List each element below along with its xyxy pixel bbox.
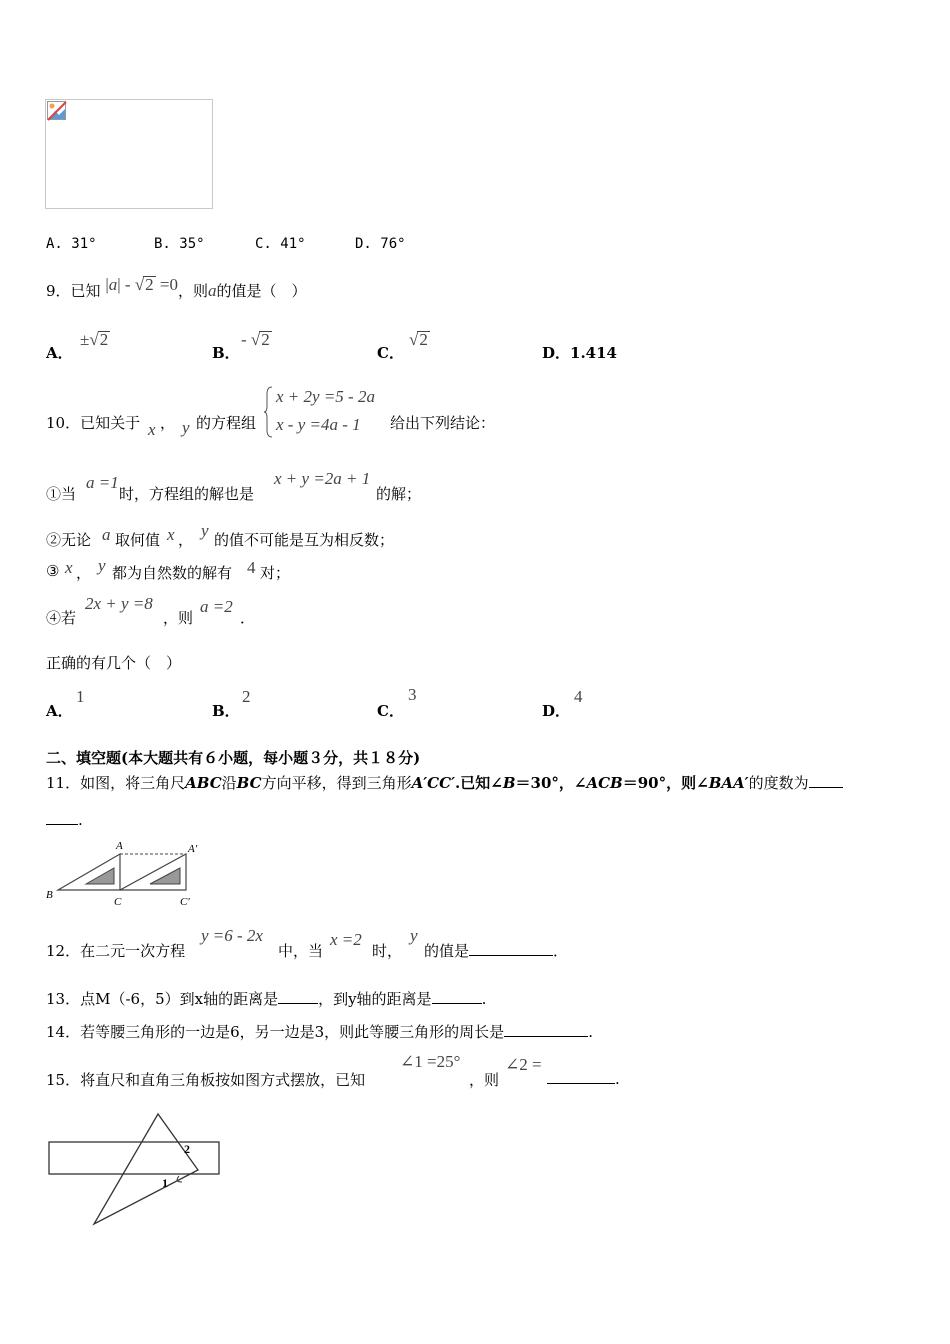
q12-pre <box>46 940 185 961</box>
q9-number: 9． <box>46 282 71 300</box>
q11-baa: BAA′ <box>708 774 749 792</box>
q10-s3-mid: 都为自然数的解有 <box>112 564 233 582</box>
q11-t2: 沿 <box>221 774 237 792</box>
q9-b-two: 2 <box>261 330 270 349</box>
q11-t3: 方向平移，得到三角形 <box>261 774 412 792</box>
q9-minus: - <box>124 275 131 294</box>
q11-blank[interactable] <box>809 773 843 788</box>
q15-cond: ∠1 =25° <box>400 1052 461 1071</box>
q11-t7: 的度数为 <box>748 774 809 792</box>
q10-label-c: C． <box>377 702 404 720</box>
q10-s4-eq: 2x + y =8 <box>85 594 153 613</box>
q9-label-d <box>542 342 617 363</box>
q9-label-c: C． <box>377 344 404 362</box>
q14-text: 若等腰三角形的一边是6，另一边是3，则此等腰三角形的周长是 <box>80 1023 505 1041</box>
q9-d-label: D． <box>542 344 571 362</box>
q10-s3-post: 对； <box>260 564 291 582</box>
q10-s3-pre: ③ <box>46 562 60 580</box>
q11-stem <box>46 772 843 793</box>
q10-s3-comma: ， <box>76 564 92 582</box>
q10-s3-y: y <box>98 556 106 575</box>
q10-s1-pre: ①当 <box>46 485 77 503</box>
q9-var: a <box>208 281 217 300</box>
q11-t4: .已知∠ <box>455 774 503 792</box>
q14-end: . <box>588 1023 593 1041</box>
q10-label-b: B． <box>212 702 240 720</box>
q9-stem <box>46 275 307 301</box>
q12-blank[interactable] <box>469 941 553 956</box>
q10-s4-res: a =2 <box>200 597 233 616</box>
q11-label-c: C <box>114 896 122 908</box>
q10-stem <box>46 412 140 433</box>
q11-end: . <box>78 811 83 829</box>
q9-a-two: 2 <box>99 330 109 349</box>
q10-eq2: x - y =4a - 1 <box>276 415 361 434</box>
q13-text2: ，到y轴的距离是 <box>318 990 432 1008</box>
q12-cond: x =2 <box>330 930 362 949</box>
q10-s2-pre: ②无论 <box>46 531 92 549</box>
q13-blank-y[interactable] <box>432 989 482 1004</box>
q14-blank[interactable] <box>504 1022 588 1037</box>
q10-y: y <box>182 418 190 437</box>
q11-figure <box>44 838 214 908</box>
q9-label-b: B． <box>212 344 240 362</box>
q15-pre <box>46 1069 365 1090</box>
broken-image-placeholder <box>45 99 213 209</box>
q13-stem <box>46 988 486 1009</box>
q12-number: 12． <box>46 942 81 960</box>
q9-mid: ，则 <box>178 282 209 300</box>
q12-post-text: 的值是 <box>424 942 470 960</box>
q15-label-1: 1 <box>162 1176 168 1190</box>
q9-neg: - <box>241 330 247 349</box>
q12-mid: 中，当 <box>278 942 324 960</box>
q10-number: 10． <box>46 414 81 432</box>
q10-s2-y: y <box>201 521 209 540</box>
q15-pre-text: 将直尺和直角三角板按如图方式摆放，已知 <box>80 1071 366 1089</box>
q10-s1-cond: a =1 <box>86 473 119 492</box>
q11-t5: ＝30°，∠ <box>515 774 587 792</box>
q9-pre: 已知 <box>70 282 101 300</box>
q8-choice-b: B. 35° <box>154 236 205 252</box>
q8-choice-a: A. 31° <box>46 236 97 252</box>
q10-s3-x: x <box>65 558 73 577</box>
q15-answer <box>547 1069 620 1088</box>
q10-post: 给出下列结论： <box>390 414 496 432</box>
q12-pre-text: 在二元一次方程 <box>80 942 186 960</box>
q9-c-two: 2 <box>419 330 428 349</box>
q15-number: 15． <box>46 1071 81 1089</box>
q11-blank-cont[interactable] <box>46 810 78 825</box>
q15-ask: ∠2 = <box>505 1055 542 1074</box>
q11-label-b: B <box>46 889 53 901</box>
q9-label-a: A． <box>46 344 73 362</box>
q15-figure <box>46 1110 226 1230</box>
q10-s4-pre: ④若 <box>46 609 77 627</box>
q9-equation: |a| - √2 =0 <box>105 275 179 294</box>
q10-label-d: D． <box>542 702 571 720</box>
q10-s1-mid: 时，方程组的解也是 <box>119 485 255 503</box>
q10-s2-post: 的值不可能是互为相反数； <box>214 531 395 549</box>
q15-mid: ，则 <box>469 1071 500 1089</box>
q10-s4-post: ． <box>240 609 256 627</box>
q10-label-a: A． <box>46 702 73 720</box>
q9-choice-b: - √2 <box>241 330 270 349</box>
q11-number: 11． <box>46 774 81 792</box>
q9-eq-zero: =0 <box>159 275 179 294</box>
q10-pre: 已知关于 <box>80 414 141 432</box>
q13-text1: 点M（-6，5）到x轴的距离是 <box>80 990 279 1008</box>
q10-s1-post: 的解； <box>376 485 422 503</box>
q11-t1: 如图，将三角尺 <box>80 774 186 792</box>
q14-number: 14． <box>46 1023 81 1041</box>
q11-label-c2: C′ <box>180 896 190 908</box>
q11-acc: A′CC′ <box>411 774 456 792</box>
q9-choice-d: 1.414 <box>570 344 617 362</box>
q14-stem <box>46 1021 593 1042</box>
q9-choice-a: ±√2 <box>80 330 109 349</box>
q9-post: 的值是（ ） <box>216 282 307 300</box>
q10-s2-x: x <box>167 525 175 544</box>
q11-b: B <box>502 774 516 792</box>
q11-label-a: A <box>116 840 123 852</box>
q8-choice-d: D. 76° <box>355 236 406 252</box>
q11-line2 <box>46 810 83 829</box>
q9-choice-c: √2 <box>409 330 428 349</box>
q12-eq: y =6 - 2x <box>201 926 263 945</box>
q12-y: y <box>410 926 418 945</box>
q9-pm: ± <box>80 330 90 349</box>
q9-sqrt-two: 2 <box>145 275 154 294</box>
q10-choice-d: 4 <box>574 687 583 706</box>
q10-comma: ， <box>160 414 176 432</box>
q11-bc: BC <box>236 774 262 792</box>
q10-question: 正确的有几个（ ） <box>46 654 182 672</box>
q12-post <box>424 940 568 961</box>
q11-abc: ABC <box>185 774 222 792</box>
q10-s2-comma: ， <box>178 531 194 549</box>
q10-choice-a: 1 <box>76 687 85 706</box>
section2-title: 二、填空题(本大题共有６小题，每小题３分，共１８分) <box>46 749 421 767</box>
q12-mid2: 时， <box>372 942 403 960</box>
q10-eq1: x + 2y =5 - 2a <box>276 387 375 406</box>
q11-label-a2: A′ <box>188 843 198 855</box>
broken-image-icon <box>47 101 67 121</box>
q10-s1-eq: x + y =2a + 1 <box>274 469 371 488</box>
q15-end: . <box>615 1070 620 1088</box>
q10-s2-mid: 取何值 <box>115 531 161 549</box>
q15-blank[interactable] <box>547 1069 615 1084</box>
q10-brace <box>264 386 274 438</box>
q13-number: 13． <box>46 990 81 1008</box>
q10-x: x <box>148 420 156 439</box>
q10-s3-n: 4 <box>247 558 256 577</box>
q13-end: . <box>481 990 487 1008</box>
q15-label-2: 2 <box>184 1142 190 1156</box>
q11-t6: ＝90°，则∠ <box>622 774 709 792</box>
q10-choice-b: 2 <box>242 687 251 706</box>
q10-mid: 的方程组 <box>196 414 257 432</box>
q9-abs-var: a <box>108 275 118 294</box>
q10-choice-c: 3 <box>408 685 417 704</box>
q13-blank-x[interactable] <box>278 989 318 1004</box>
q12-end: ． <box>553 942 569 960</box>
q10-s2-a: a <box>102 525 111 544</box>
q15-ruler <box>49 1142 219 1174</box>
q11-acb: ACB <box>586 774 623 792</box>
q10-s4-mid: ，则 <box>163 609 194 627</box>
q8-choice-c: C. 41° <box>255 236 306 252</box>
